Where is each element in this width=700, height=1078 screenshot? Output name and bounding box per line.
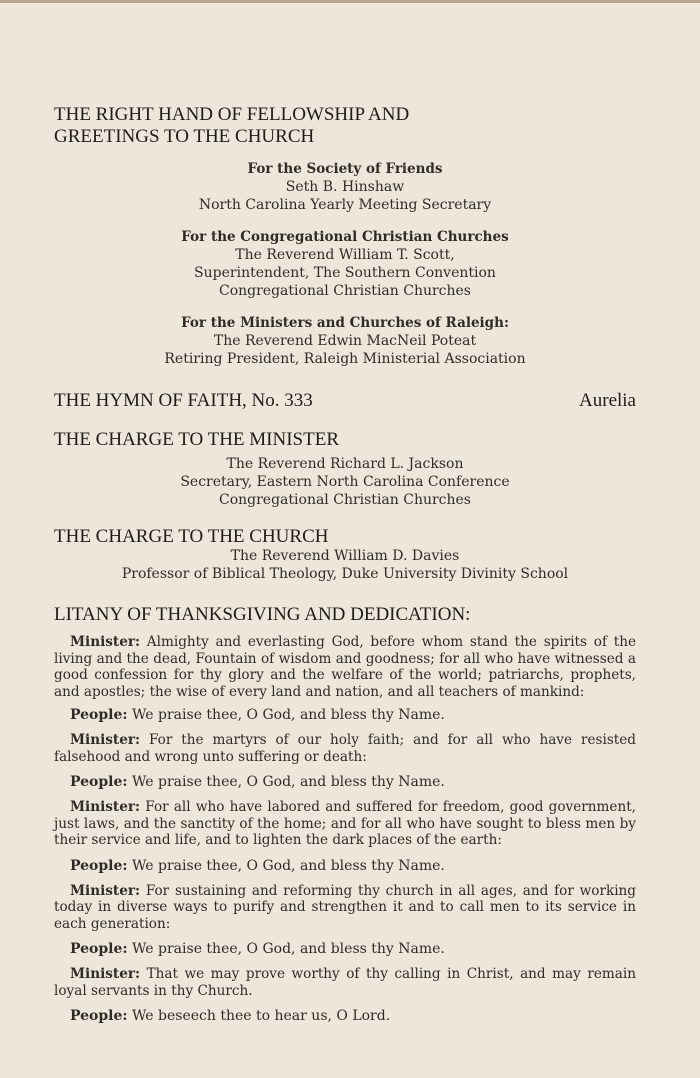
group-line: Congregational Christian Churches bbox=[219, 283, 471, 299]
minister-text: For all who have labored and suffered for freedom, good government, just laws, and the sanctity of the home; and for all who have sought to bless men by their service and life, and to lighten the dark places of the earth: bbox=[54, 799, 637, 848]
charge-line: The Reverend Richard L. Jackson bbox=[226, 456, 464, 472]
minister-text: That we may prove worthy of thy calling in Christ, and may remain loyal servants in thy Church. bbox=[54, 966, 636, 999]
litany-people-4 bbox=[54, 940, 636, 958]
minister-text: For sustaining and reforming thy church in all ages, and for working today in diverse ways to purify and strengthen it and to call men to its service in each generation: bbox=[54, 882, 636, 932]
raleigh-group bbox=[54, 314, 636, 368]
minister-label: Minister: bbox=[70, 732, 141, 748]
group-line: The Reverend William T. Scott, bbox=[235, 247, 455, 263]
litany-minister-3 bbox=[54, 799, 636, 849]
people-text: We praise thee, O God, and bless thy Name. bbox=[132, 857, 445, 874]
minister-text: Almighty and everlasting God, before whom stand the spirits of the living and the dead, Fountain of wisdom and goodness; for all who have witnessed a good confession for thy glory and the welfare of the world; patriarchs, prophets, and apostles; the wise of every land and nation, and all teachers of mankind: bbox=[54, 634, 636, 700]
litany-section bbox=[54, 604, 636, 626]
page-top-edge bbox=[0, 0, 700, 3]
minister-text: For the martyrs of our holy faith; and for all who have resisted falsehood and wrong unto suffering or death: bbox=[54, 732, 637, 765]
charge-line: Professor of Biblical Theology, Duke University Divinity School bbox=[121, 566, 569, 582]
congregational-group bbox=[54, 228, 636, 300]
litany-title: LITANY OF THANKSGIVING AND DEDICATION: bbox=[54, 604, 471, 625]
litany-minister-2 bbox=[54, 732, 636, 765]
minister-label: Minister: bbox=[70, 882, 141, 899]
group-line: The Reverend Edwin MacNeil Poteat bbox=[213, 333, 477, 349]
litany-people-5 bbox=[54, 1007, 636, 1025]
charge-line: The Reverend William D. Davies bbox=[230, 548, 460, 564]
charge-church-section bbox=[54, 526, 636, 548]
group-label: For the Society of Friends bbox=[247, 161, 443, 177]
people-text: We praise thee, O God, and bless thy Name. bbox=[132, 941, 445, 957]
charge-minister-title: THE CHARGE TO THE MINISTER bbox=[54, 429, 339, 450]
litany-people-2 bbox=[54, 773, 636, 791]
people-text: We praise thee, O God, and bless thy Name. bbox=[132, 774, 445, 790]
minister-label: Minister: bbox=[70, 799, 141, 815]
people-text: We praise thee, O God, and bless thy Name. bbox=[132, 707, 445, 723]
charge-minister-section bbox=[54, 429, 636, 451]
people-text: We beseech thee to hear us, O Lord. bbox=[132, 1008, 391, 1024]
people-label: People: bbox=[70, 707, 128, 723]
charge-church-people bbox=[54, 547, 636, 583]
hymn-title: THE HYMN OF FAITH, No. 333 bbox=[54, 390, 313, 411]
people-label: People: bbox=[70, 941, 128, 957]
people-label: People: bbox=[70, 774, 128, 790]
litany-minister-4 bbox=[54, 883, 636, 933]
litany-people-1 bbox=[54, 706, 636, 724]
litany-minister-5 bbox=[54, 966, 636, 999]
hymn-tune: Aurelia bbox=[579, 390, 636, 411]
minister-label: Minister: bbox=[70, 966, 141, 982]
charge-line: Congregational Christian Churches bbox=[219, 492, 471, 508]
hymn-row bbox=[54, 390, 636, 412]
people-label: People: bbox=[70, 1008, 128, 1024]
group-line: Retiring President, Raleigh Ministerial Association bbox=[164, 351, 526, 367]
charge-church-title: THE CHARGE TO THE CHURCH bbox=[54, 526, 329, 547]
litany-people-3 bbox=[54, 857, 636, 875]
litany-body bbox=[54, 634, 636, 1025]
people-label: People: bbox=[70, 857, 128, 874]
group-label: For the Ministers and Churches of Raleigh: bbox=[181, 315, 509, 331]
group-line: North Carolina Yearly Meeting Secretary bbox=[198, 197, 492, 213]
group-label: For the Congregational Christian Churches bbox=[181, 229, 509, 245]
fellowship-title-line1: THE RIGHT HAND OF FELLOWSHIP AND bbox=[54, 104, 410, 125]
charge-line: Secretary, Eastern North Carolina Conference bbox=[180, 474, 510, 490]
minister-label: Minister: bbox=[70, 634, 141, 650]
group-line: Seth B. Hinshaw bbox=[285, 179, 405, 195]
friends-group bbox=[54, 160, 636, 214]
fellowship-section bbox=[54, 104, 636, 148]
litany-minister-1 bbox=[54, 634, 636, 700]
group-line: Superintendent, The Southern Convention bbox=[194, 265, 496, 281]
fellowship-title-line2: GREETINGS TO THE CHURCH bbox=[54, 126, 315, 147]
charge-minister-people bbox=[54, 455, 636, 509]
